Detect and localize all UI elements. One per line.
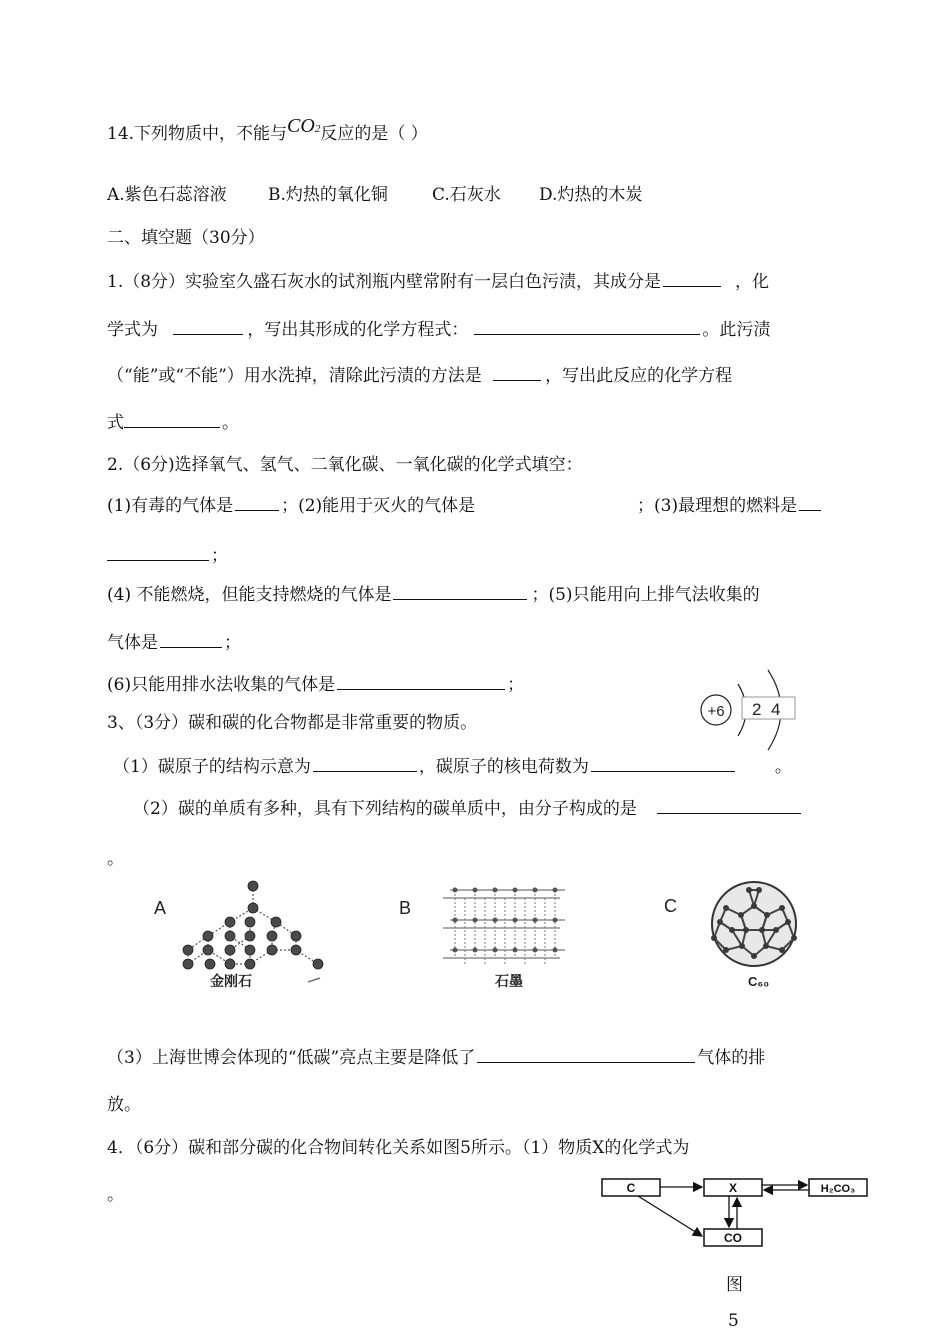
answer-blank[interactable] xyxy=(124,411,220,428)
answer-blank[interactable] xyxy=(477,1046,695,1063)
q14-option-b: B.灼热的氧化铜 xyxy=(268,185,388,205)
box-co-label: CO xyxy=(724,1231,742,1245)
answer-blank[interactable] xyxy=(107,544,209,561)
carbon-conversion-diagram xyxy=(598,1176,870,1251)
fill1-line2: 学式为 ，写出其形成的化学方程式： 。此污渍 xyxy=(107,320,771,340)
q14-stem-before: 14.下列物质中，不能与 xyxy=(107,124,288,144)
co2-formula: CO2 xyxy=(287,115,321,137)
fill2-line1-cont: ； xyxy=(107,544,228,567)
q14-stem-after: 反应的是（ ） xyxy=(320,124,428,144)
answer-blank[interactable] xyxy=(393,583,527,600)
answer-blank[interactable] xyxy=(160,631,222,648)
q14-option-a: A.紫色石蕊溶液 xyxy=(107,185,227,205)
figure-a-caption: 金刚石 xyxy=(210,973,252,989)
figure-label-2: 5 xyxy=(728,1311,739,1331)
answer-blank[interactable] xyxy=(235,494,279,511)
fill3-sub3: （3）上海世博会体现的“低碳”亮点主要是降低了 气体的排 xyxy=(107,1048,766,1068)
graphite-structure-figure xyxy=(395,878,585,990)
answer-blank[interactable] xyxy=(493,364,541,381)
figure-b-caption: 石墨 xyxy=(495,973,523,989)
shell-number-box xyxy=(742,697,795,719)
q14-option-c: C.石灰水 xyxy=(432,185,501,205)
answer-blank[interactable] xyxy=(313,755,417,772)
fill2-line6: (6)只能用排水法收集的气体是 ； xyxy=(107,675,525,695)
shell-2-electrons: 4 xyxy=(771,700,781,719)
fill3-sub2-end: 。 xyxy=(107,849,124,869)
section-title: 二、填空题（30分） xyxy=(107,228,265,248)
c60-structure-figure xyxy=(660,878,810,990)
fill2-line1: (1)有毒的气体是 ；(2)能用于灭火的气体是 xyxy=(107,496,476,516)
diamond-structure-figure xyxy=(150,878,335,990)
figure-c-caption: C₆₀ xyxy=(748,974,770,989)
answer-blank[interactable] xyxy=(474,318,700,335)
arrow-c-to-co xyxy=(638,1196,702,1236)
fill3-title: 3、（3分）碳和碳的化合物都是非常重要的物质。 xyxy=(107,713,478,733)
q14-option-d: D.灼热的木炭 xyxy=(539,185,643,205)
fill1-line4: 式 。 xyxy=(107,413,239,433)
figure-b-letter: B xyxy=(399,898,412,918)
fill1-line3: （“能”或“不能”）用水洗掉，清除此污渍的方法是 ，写出此反应的化学方程 xyxy=(107,366,733,386)
figure-label-1: 图 xyxy=(726,1275,743,1295)
answer-blank[interactable] xyxy=(337,673,505,690)
answer-blank[interactable] xyxy=(173,318,243,335)
answer-blank[interactable] xyxy=(657,797,801,814)
fill3-sub3-end: 放。 xyxy=(107,1095,141,1115)
box-c-label: C xyxy=(626,1181,636,1195)
answer-blank[interactable] xyxy=(799,494,821,511)
box-h2co3-label: H₂CO₃ xyxy=(820,1183,856,1195)
nucleus-charge: +6 xyxy=(707,703,725,720)
fill2-line4: (4) 不能燃烧，但能支持燃烧的气体是 ；(5)只能用向上排气法收集的 xyxy=(107,585,760,605)
fill4-line-end: 。 xyxy=(107,1185,124,1205)
fill4-line: 4．（6分）碳和部分碳的化合物间转化关系如图5所示。（1）物质X的化学式为 xyxy=(107,1138,690,1158)
figure-a-letter: A xyxy=(154,898,167,918)
answer-blank[interactable] xyxy=(663,270,721,287)
figure-c-letter: C xyxy=(664,896,677,916)
q14-stem xyxy=(107,115,428,147)
fill2-title: 2.（6分)选择氧气、氢气、二氧化碳、一氧化碳的化学式填空： xyxy=(107,455,583,475)
fill2-line5: 气体是 ； xyxy=(107,633,241,653)
fill2-line1-part3: ；(3)最理想的燃料是 xyxy=(637,494,821,517)
fill3-sub1: （1）碳原子的结构示意为 ，碳原子的核电荷数为 。 xyxy=(113,757,792,777)
fill3-sub2: （2）碳的单质有多种，具有下列结构的碳单质中，由分子构成的是 xyxy=(133,797,801,820)
box-x-label: X xyxy=(728,1181,738,1195)
fill1-line1: 1.（8分）实验室久盛石灰水的试剂瓶内壁常附有一层白色污渍，其成分是 ，化 xyxy=(107,272,770,292)
answer-blank[interactable] xyxy=(591,755,735,772)
carbon-atom-structure-diagram xyxy=(696,664,811,752)
shell-1-electrons: 2 xyxy=(752,700,762,719)
